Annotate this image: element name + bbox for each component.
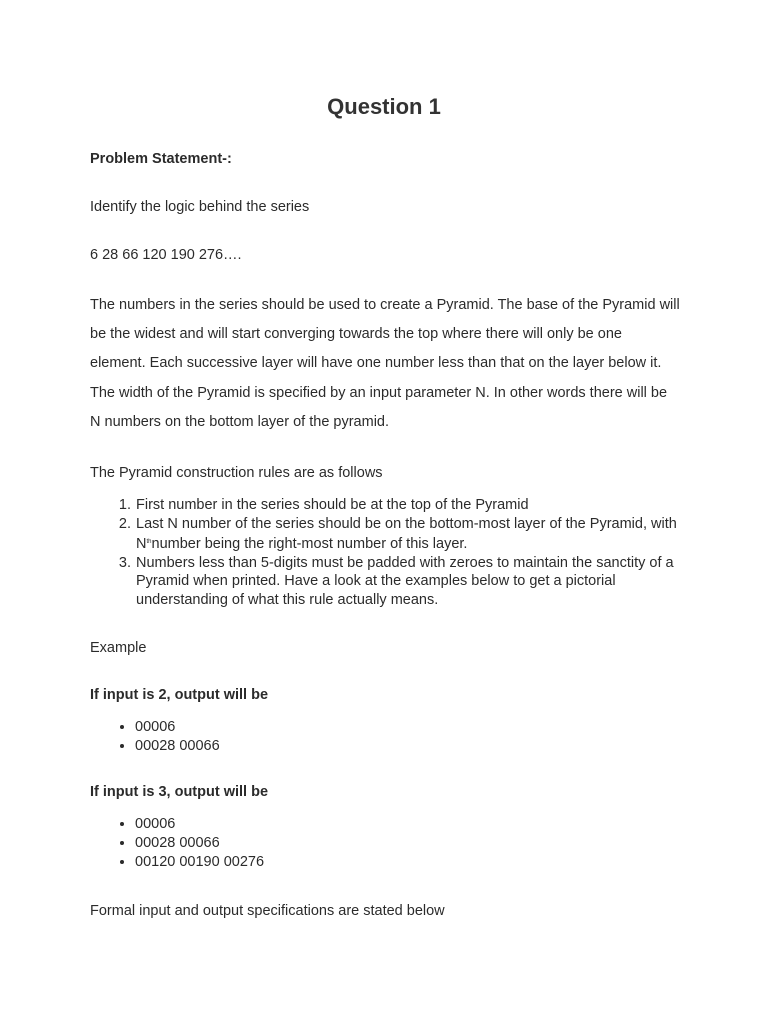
pyramid-description: The numbers in the series should be used to create a Pyramid. The base of the Pyramid will be the widest and will start converging towards the top where there will only be one element. Each successive layer will have one number less than that on the layer below it. The width of the Pyramid is specified by an input parameter N. In other words there will be N numbers on the bottom layer of the pyramid.: [90, 297, 680, 430]
output-line: • 00028 00066: [135, 834, 680, 853]
case-heading: If input is 3, output will be: [90, 784, 269, 801]
rule-text: Numbers less than 5-digits must be padded with zeroes to maintain the sanctity of a Pyramid when printed. Have a look at the examples below to get a pictorial understanding of what this rule actually means.: [136, 554, 674, 608]
output-list: [90, 718, 680, 756]
number-series: 6 28 66 120 190 276….: [90, 247, 242, 263]
case-heading: If input is 2, output will be: [90, 687, 269, 704]
page-title: Question 1: [327, 94, 441, 119]
example-label: Example: [90, 640, 147, 657]
rule-text: First number in the series should be at the top of the Pyramid: [136, 497, 529, 514]
output-line: • 00028 00066: [135, 737, 680, 756]
logic-prompt: Identify the logic behind the series: [90, 199, 310, 215]
rule-item: [135, 515, 680, 554]
rule-text: number being the right-most number of this layer.: [151, 536, 468, 553]
output-list: [90, 815, 680, 872]
rules-list: [90, 496, 680, 609]
problem-statement-heading: Problem Statement-:: [90, 151, 232, 167]
output-line: • 00006: [135, 718, 680, 737]
document-body: [90, 148, 680, 922]
rule-item: [135, 554, 680, 610]
specification-note: Formal input and output specifications are stated below: [90, 903, 445, 920]
output-line: • 00120 00190 00276: [135, 853, 680, 872]
superscript-th: th: [146, 539, 152, 546]
output-line: • 00006: [135, 815, 680, 834]
rule-item: [135, 496, 680, 515]
rules-intro: The Pyramid construction rules are as follows: [90, 465, 383, 482]
rule-text: Last N number of the series should be on the bottom-most layer of the Pyramid, with N: [136, 515, 677, 553]
